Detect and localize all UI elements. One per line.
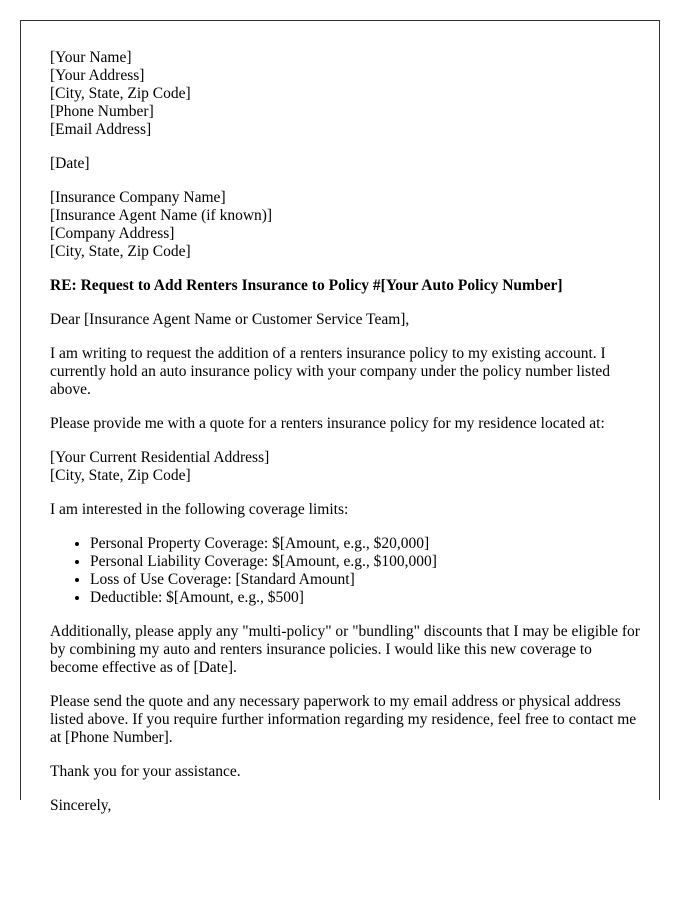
list-item: • Loss of Use Coverage: [Standard Amount] (90, 571, 640, 589)
list-item: • Deductible: $[Amount, e.g., $500] (90, 589, 640, 607)
sender-block (50, 49, 640, 139)
recipient-address: [Company Address] (50, 225, 175, 242)
residence-city-state-zip: [City, State, Zip Code] (50, 467, 191, 484)
send-quote-paragraph: Please send the quote and any necessary paperwork to my email address or physical address listed above. If you require further information regarding my residence, feel free to contact me at [Phone Number]. (50, 693, 637, 746)
sender-email: [Email Address] (50, 121, 152, 138)
thanks-paragraph: Thank you for your assistance. (50, 763, 241, 780)
letter-date: [Date] (50, 155, 90, 172)
closing: Sincerely, (50, 797, 112, 814)
residence-address: [Your Current Residential Address] (50, 449, 270, 466)
recipient-block (50, 189, 640, 261)
recipient-company: [Insurance Company Name] (50, 189, 226, 206)
recipient-agent: [Insurance Agent Name (if known)] (50, 207, 273, 224)
residence-block (50, 449, 640, 485)
list-item: • Personal Liability Coverage: $[Amount, e.g., $100,000] (90, 553, 640, 571)
sender-name: [Your Name] (50, 49, 132, 66)
coverage-intro-paragraph: I am interested in the following coverage limits: (50, 501, 349, 518)
subject-line: RE: Request to Add Renters Insurance to Policy #[Your Auto Policy Number] (50, 277, 563, 294)
letter-body (50, 49, 640, 831)
salutation: Dear [Insurance Agent Name or Customer Service Team], (50, 311, 410, 328)
letter-page (20, 20, 660, 814)
quote-request-paragraph: Please provide me with a quote for a renters insurance policy for my residence located at: (50, 415, 605, 432)
coverage-list (50, 535, 640, 607)
intro-paragraph: I am writing to request the addition of a renters insurance policy to my existing account. I currently hold an auto insurance policy with your company under the policy number listed above. (50, 345, 611, 398)
sender-city-state-zip: [City, State, Zip Code] (50, 85, 191, 102)
recipient-city-state-zip: [City, State, Zip Code] (50, 243, 191, 260)
sender-address: [Your Address] (50, 67, 145, 84)
list-item: • Personal Property Coverage: $[Amount, e.g., $20,000] (90, 535, 640, 553)
sender-phone: [Phone Number] (50, 103, 154, 120)
discounts-paragraph: Additionally, please apply any "multi-policy" or "bundling" discounts that I may be eligible for by combining my auto and renters insurance policies. I would like this new coverage to become effective as of [Date]. (50, 623, 640, 676)
